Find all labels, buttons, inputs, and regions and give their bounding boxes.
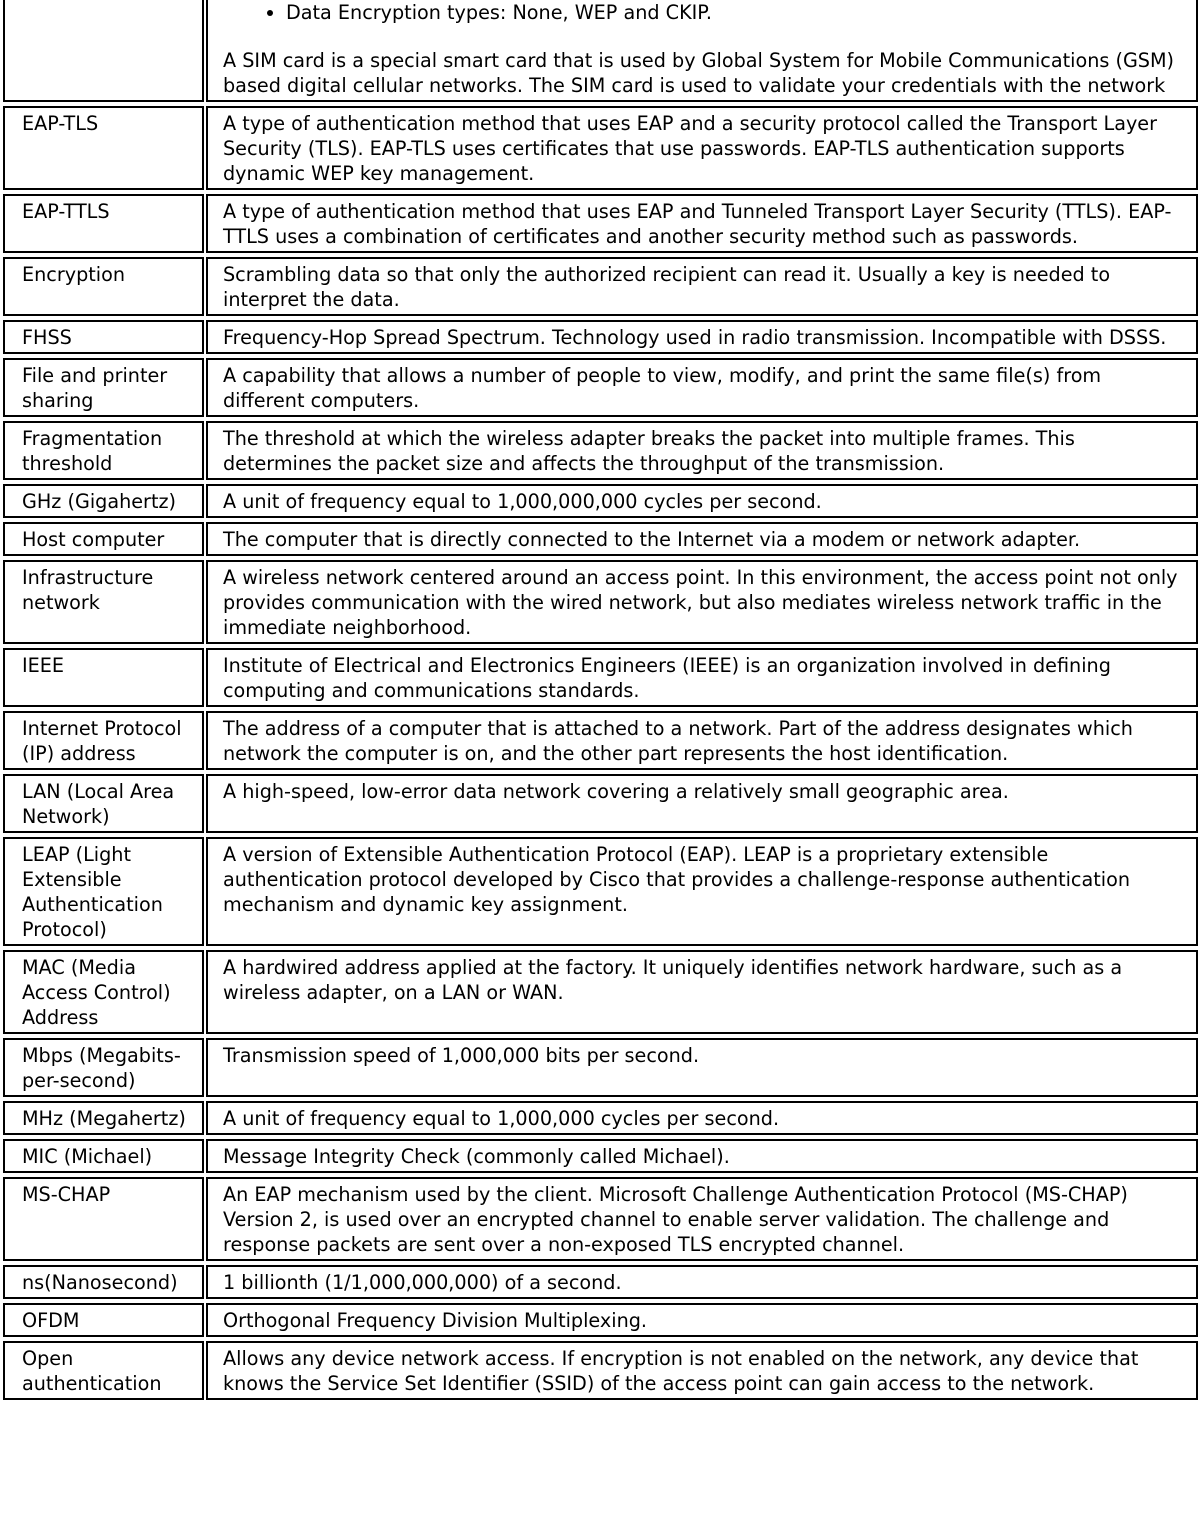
glossary-term: EAP-TTLS [3, 194, 204, 253]
glossary-term: GHz (Gigahertz) [3, 484, 204, 518]
intro-definition-cell [206, 0, 1198, 102]
table-row [3, 358, 1198, 417]
table-row [3, 106, 1198, 190]
glossary-definition: A high-speed, low-error data network covering a relatively small geographic area. [206, 774, 1198, 833]
glossary-term: Mbps (Megabits-per-second) [3, 1038, 204, 1097]
table-row [3, 774, 1198, 833]
glossary-definition: A type of authentication method that uses EAP and a security protocol called the Transport Layer Security (TLS). EAP-TLS uses certificates that use passwords. EAP-TLS authentication supports dynamic WEP key management. [206, 106, 1198, 190]
glossary-body [3, 0, 1198, 1400]
glossary-definition: A type of authentication method that uses EAP and Tunneled Transport Layer Security (TTLS). EAP-TTLS uses a combination of certificates and another security method such as passwords. [206, 194, 1198, 253]
table-row [3, 194, 1198, 253]
glossary-term: EAP-TLS [3, 106, 204, 190]
glossary-definition: Message Integrity Check (commonly called Michael). [206, 1139, 1198, 1173]
table-row [3, 648, 1198, 707]
table-row [3, 950, 1198, 1034]
list-item: • Data Encryption types: None, WEP and CKIP. [286, 0, 1182, 25]
glossary-definition: Frequency-Hop Spread Spectrum. Technology used in radio transmission. Incompatible with DSSS. [206, 320, 1198, 354]
glossary-definition: A unit of frequency equal to 1,000,000 cycles per second. [206, 1101, 1198, 1135]
table-row [3, 1101, 1198, 1135]
glossary-term: IEEE [3, 648, 204, 707]
glossary-term: FHSS [3, 320, 204, 354]
glossary-term: Infrastructure network [3, 560, 204, 644]
glossary-definition: A capability that allows a number of people to view, modify, and print the same file(s) from different computers. [206, 358, 1198, 417]
table-row [3, 1139, 1198, 1173]
glossary-definition: A unit of frequency equal to 1,000,000,000 cycles per second. [206, 484, 1198, 518]
table-row [3, 837, 1198, 946]
sim-card-paragraph: A SIM card is a special smart card that is used by Global System for Mobile Communications (GSM) based digital cellular networks. The SIM card is used to validate your credentials with the network [223, 49, 1175, 97]
glossary-definition: 1 billionth (1/1,000,000,000) of a second. [206, 1265, 1198, 1299]
glossary-table [1, 0, 1200, 1404]
glossary-term: OFDM [3, 1303, 204, 1337]
glossary-definition: The address of a computer that is attached to a network. Part of the address designates which network the computer is on, and the other part represents the host identification. [206, 711, 1198, 770]
table-row [3, 421, 1198, 480]
glossary-definition: An EAP mechanism used by the client. Microsoft Challenge Authentication Protocol (MS-CHAP) Version 2, is used over an encrypted channel to enable server validation. The challenge and response packets are sent over a non-exposed TLS encrypted channel. [206, 1177, 1198, 1261]
glossary-term: Host computer [3, 522, 204, 556]
encryption-types-list [223, 0, 1182, 25]
glossary-definition: Institute of Electrical and Electronics Engineers (IEEE) is an organization involved in defining computing and communications standards. [206, 648, 1198, 707]
table-row [3, 522, 1198, 556]
table-row [3, 560, 1198, 644]
table-row [3, 1038, 1198, 1097]
table-row [3, 1177, 1198, 1261]
glossary-term: LAN (Local Area Network) [3, 774, 204, 833]
glossary-definition: Orthogonal Frequency Division Multiplexing. [206, 1303, 1198, 1337]
glossary-definition: Allows any device network access. If encryption is not enabled on the network, any device that knows the Service Set Identifier (SSID) of the access point can gain access to the network. [206, 1341, 1198, 1400]
glossary-term: ns(Nanosecond) [3, 1265, 204, 1299]
table-row [3, 1341, 1198, 1400]
glossary-term: File and printer sharing [3, 358, 204, 417]
glossary-definition: The computer that is directly connected to the Internet via a modem or network adapter. [206, 522, 1198, 556]
glossary-definition: Transmission speed of 1,000,000 bits per second. [206, 1038, 1198, 1097]
glossary-term: MS-CHAP [3, 1177, 204, 1261]
glossary-term: Open authentication [3, 1341, 204, 1400]
glossary-term: Fragmentation threshold [3, 421, 204, 480]
glossary-term: Encryption [3, 257, 204, 316]
table-row [3, 257, 1198, 316]
glossary-term: MHz (Megahertz) [3, 1101, 204, 1135]
table-row [3, 484, 1198, 518]
glossary-definition: A wireless network centered around an access point. In this environment, the access point not only provides communication with the wired network, but also mediates wireless network traffic in the immediate neighborhood. [206, 560, 1198, 644]
intro-row [3, 0, 1198, 102]
table-row [3, 1265, 1198, 1299]
glossary-term: Internet Protocol (IP) address [3, 711, 204, 770]
glossary-term: MIC (Michael) [3, 1139, 204, 1173]
glossary-definition: The threshold at which the wireless adapter breaks the packet into multiple frames. This determines the packet size and affects the throughput of the transmission. [206, 421, 1198, 480]
glossary-definition: Scrambling data so that only the authorized recipient can read it. Usually a key is needed to interpret the data. [206, 257, 1198, 316]
table-row [3, 1303, 1198, 1337]
intro-term-cell [3, 0, 204, 102]
glossary-definition: A version of Extensible Authentication Protocol (EAP). LEAP is a proprietary extensible authentication protocol developed by Cisco that provides a challenge-response authentication mechanism and dynamic key assignment. [206, 837, 1198, 946]
table-row [3, 320, 1198, 354]
glossary-definition: A hardwired address applied at the factory. It uniquely identifies network hardware, such as a wireless adapter, on a LAN or WAN. [206, 950, 1198, 1034]
glossary-term: MAC (Media Access Control) Address [3, 950, 204, 1034]
glossary-term: LEAP (Light Extensible Authentication Protocol) [3, 837, 204, 946]
table-row [3, 711, 1198, 770]
